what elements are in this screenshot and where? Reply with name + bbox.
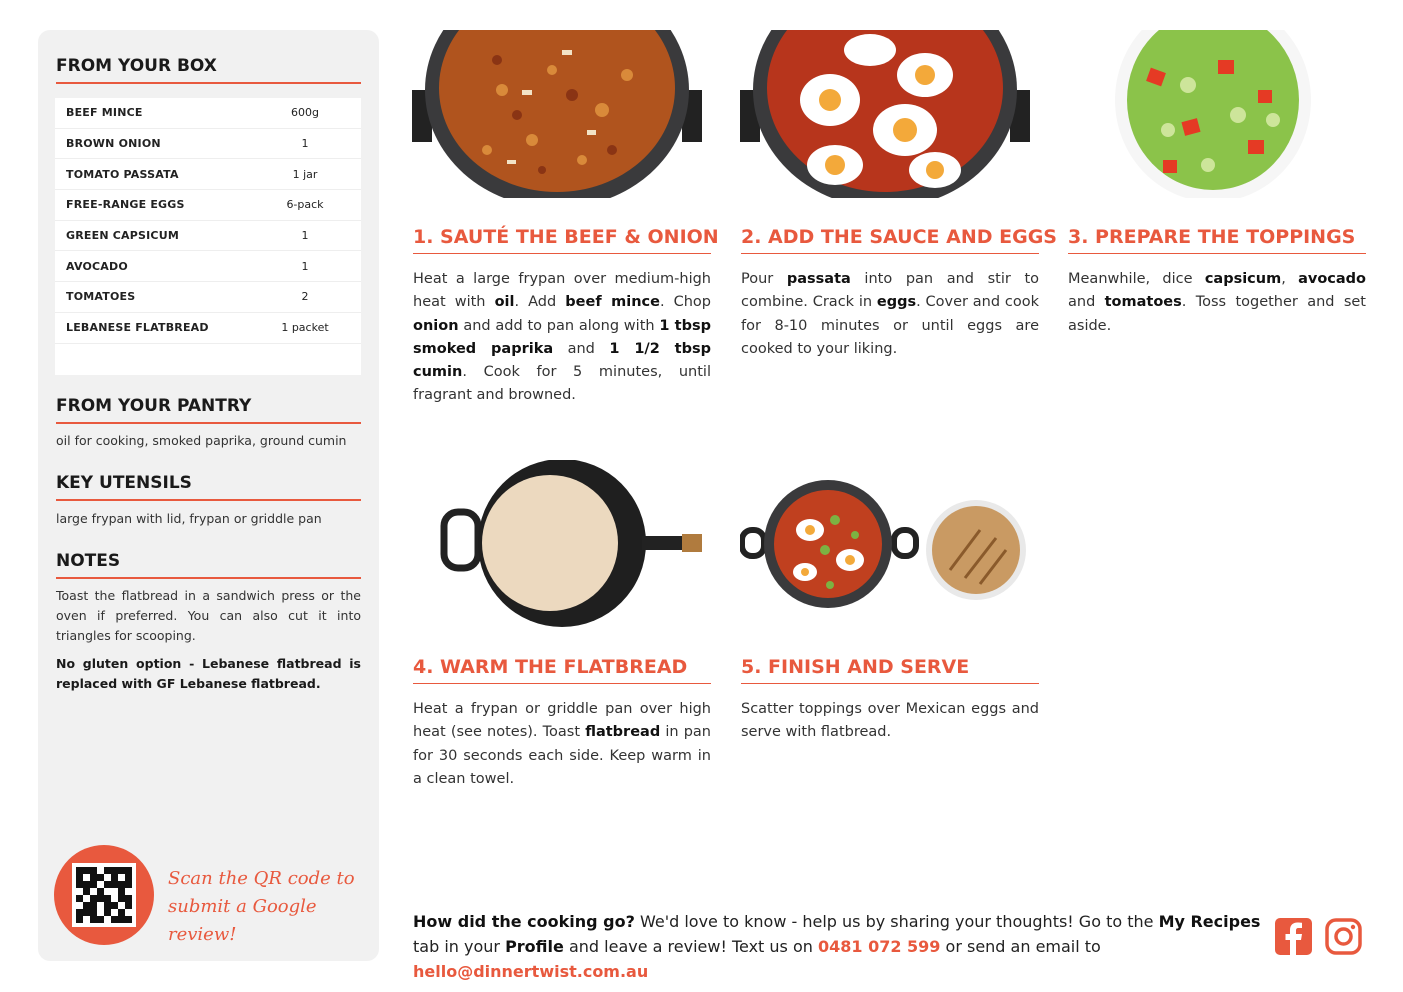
- bold-text: onion: [413, 317, 459, 334]
- step-4-title: 4. WARM THE FLATBREAD: [413, 656, 711, 684]
- step-1-photo: [412, 30, 702, 198]
- ingredient-name: BROWN ONION: [66, 137, 161, 151]
- box-heading: FROM YOUR BOX: [56, 56, 361, 84]
- notes-text: Toast the flatbread in a sandwich press or the oven if preferred. You can also cut it into triangles for scooping.: [56, 588, 361, 643]
- ingredient-qty: 600g: [291, 106, 319, 120]
- box-ingredient-row: [55, 98, 361, 129]
- box-ingredient-row: [55, 282, 361, 313]
- bold-text: flatbread: [585, 724, 661, 741]
- notes-heading: NOTES: [56, 551, 361, 579]
- text-run: and: [553, 340, 610, 357]
- step-4-photo: [412, 460, 702, 628]
- instagram-icon[interactable]: [1325, 918, 1362, 955]
- bold-text: 1 1/2 tbsp cumin: [413, 340, 712, 381]
- text-run: . Toss together and set aside.: [1068, 294, 1366, 334]
- box-ingredient-row: [55, 251, 361, 282]
- utensils-text: large frypan with lid, frypan or griddle pan: [56, 511, 322, 526]
- qr-code-icon: [72, 863, 136, 927]
- ingredient-qty: 2: [301, 290, 309, 304]
- step-3-text: [1068, 268, 1366, 338]
- ingredients-sidebar: [38, 30, 379, 961]
- contact-link[interactable]: 0481 072 599: [817, 937, 941, 956]
- pantry-heading: FROM YOUR PANTRY: [56, 396, 361, 424]
- text-run: into pan and stir to combine. Crack in: [741, 271, 1040, 311]
- text-run: Pour: [741, 271, 787, 287]
- qr-code-badge[interactable]: [54, 845, 154, 945]
- bold-text: capsicum: [1204, 271, 1282, 287]
- text-run: Meanwhile, dice: [1068, 271, 1205, 287]
- qr-caption: [168, 865, 368, 949]
- ingredient-name: TOMATOES: [66, 290, 136, 304]
- text-run: We'd love to know - help us by sharing your thoughts! Go to the: [634, 912, 1159, 931]
- bold-text: Profile: [505, 937, 564, 956]
- box-ingredient-row: [55, 159, 361, 190]
- bold-text: passata: [786, 271, 851, 287]
- box-ingredient-row: [55, 190, 361, 221]
- step-2-text: [741, 268, 1039, 361]
- step-1-title: 1. SAUTÉ THE BEEF & ONION: [413, 226, 711, 254]
- ingredient-qty: 1 jar: [292, 167, 318, 181]
- bold-text: oil: [494, 294, 515, 311]
- text-run: and leave a review! Text us on: [563, 937, 818, 956]
- bold-text: How did the cooking go?: [413, 912, 635, 931]
- step-5-photo: [740, 460, 1030, 628]
- contact-link[interactable]: hello@dinnertwist.com.au: [413, 962, 649, 981]
- box-ingredient-row: [55, 313, 361, 344]
- step-5-title: 5. FINISH AND SERVE: [741, 656, 1039, 684]
- text-run: . Chop: [659, 294, 712, 311]
- ingredient-name: GREEN CAPSICUM: [66, 229, 179, 243]
- text-run: in pan for 30 seconds each side. Keep warm in a clean towel.: [413, 724, 711, 787]
- step-2-title: 2. ADD THE SAUCE AND EGGS: [741, 226, 1039, 254]
- ingredient-qty: 1: [301, 229, 309, 243]
- box-ingredients-table: [55, 98, 361, 375]
- step-1-text: [413, 268, 711, 408]
- facebook-icon[interactable]: [1275, 918, 1312, 955]
- qr-caption-line2: submit a Google review!: [168, 896, 317, 945]
- bold-text: tomatoes: [1104, 294, 1182, 311]
- box-ingredient-row: [55, 221, 361, 252]
- ingredient-qty: 1: [301, 137, 309, 151]
- review-footer: [413, 909, 1263, 984]
- ingredient-name: AVOCADO: [66, 259, 128, 273]
- ingredient-qty: 6-pack: [286, 198, 324, 212]
- text-run: . Cook for 5 minutes, until fragrant and browned.: [413, 364, 711, 404]
- bold-text: eggs: [876, 294, 917, 311]
- ingredient-qty: 1: [301, 259, 309, 273]
- step-3-title: 3. PREPARE THE TOPPINGS: [1068, 226, 1366, 254]
- text-run: Heat a frypan or griddle pan over high heat (see notes). Toast: [413, 701, 711, 741]
- step-5-text: [741, 698, 1039, 745]
- text-run: and add to pan along with: [458, 317, 660, 334]
- ingredient-name: BEEF MINCE: [66, 106, 143, 120]
- ingredient-name: TOMATO PASSATA: [66, 167, 179, 181]
- text-run: ,: [1281, 271, 1299, 287]
- text-run: Heat a large frypan over medium-high heat with: [413, 271, 711, 311]
- step-3-photo: [1068, 30, 1358, 198]
- text-run: or send an email to: [940, 937, 1101, 956]
- text-run: and: [1068, 294, 1105, 311]
- pantry-text: oil for cooking, smoked paprika, ground cumin: [56, 433, 347, 448]
- bold-text: 1 tbsp smoked paprika: [413, 317, 711, 357]
- bold-text: beef mince: [565, 294, 660, 311]
- box-ingredient-row: [55, 129, 361, 160]
- ingredient-name: FREE-RANGE EGGS: [66, 198, 185, 212]
- text-run: Scatter toppings over Mexican eggs and serve with flatbread.: [741, 701, 1039, 741]
- notes-gluten-free: No gluten option - Lebanese flatbread is replaced with GF Lebanese flatbread.: [56, 656, 361, 691]
- step-2-photo: [740, 30, 1030, 198]
- ingredient-name: LEBANESE FLATBREAD: [66, 321, 209, 335]
- qr-caption-line1: Scan the QR code to: [168, 868, 355, 889]
- bold-text: My Recipes: [1158, 912, 1261, 931]
- text-run: tab in your: [413, 937, 506, 956]
- step-4-text: [413, 698, 711, 791]
- bold-text: avocado: [1298, 271, 1366, 287]
- text-run: . Add: [514, 294, 566, 311]
- ingredient-qty: 1 packet: [281, 321, 329, 335]
- text-run: . Cover and cook for 8-10 minutes or until eggs are cooked to your liking.: [741, 294, 1039, 357]
- utensils-heading: KEY UTENSILS: [56, 473, 361, 501]
